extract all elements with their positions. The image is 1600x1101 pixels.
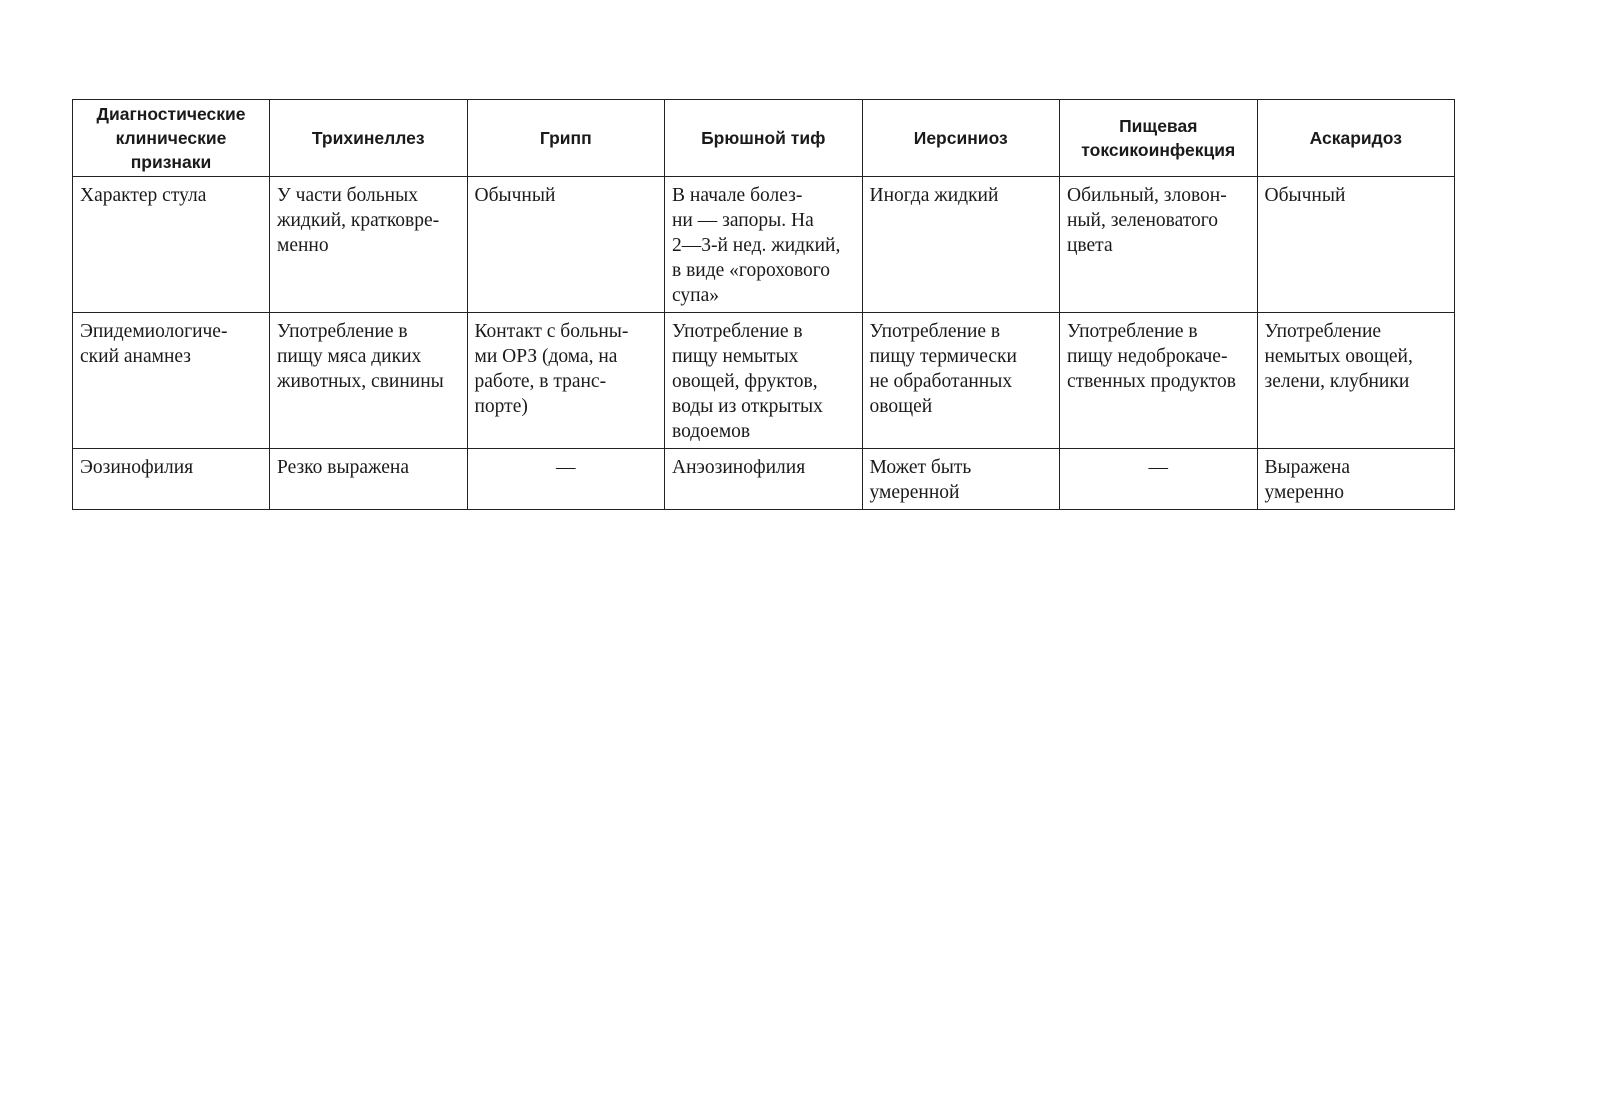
header-label: Грипп <box>539 128 592 148</box>
cell-text: Иногда жидкий <box>869 185 999 206</box>
header-cell-typhoid <box>665 100 863 177</box>
row-label-text: Эозинофилия <box>80 457 194 478</box>
table-cell <box>1060 177 1258 313</box>
cell-text: Обычный <box>474 185 556 206</box>
header-cell-signs <box>73 100 270 177</box>
diagnostic-table-container <box>72 99 1454 510</box>
cell-text: Контакт с больны- ми ОРЗ (дома, на работе, в транс- порте) <box>474 321 629 417</box>
table-cell <box>1257 449 1455 510</box>
cell-text: Употребление в пищу недоброкаче- ственных продуктов <box>1067 321 1237 392</box>
cell-text: Употребление в пищу немытых овощей, фруктов, воды из открытых водоемов <box>672 321 823 442</box>
cell-text: Употребление немытых овощей, зелени, клубники <box>1264 321 1413 392</box>
table-cell <box>665 449 863 510</box>
header-cell-yersiniosis <box>862 100 1060 177</box>
header-label: Аскаридоз <box>1309 128 1402 148</box>
table-cell <box>665 313 863 449</box>
cell-text: Резко выражена <box>277 457 409 478</box>
header-label: Диагностические клинические признаки <box>96 104 246 172</box>
cell-text: Обычный <box>1264 185 1346 206</box>
table-row <box>73 449 1455 510</box>
cell-text: Употребление в пищу термически не обработанных овощей <box>869 321 1017 417</box>
table-cell <box>467 449 665 510</box>
header-label: Брюшной тиф <box>701 128 826 148</box>
table-cell <box>270 449 468 510</box>
row-label-text: Характер стула <box>80 185 207 206</box>
table-cell <box>862 177 1060 313</box>
table-cell <box>1060 449 1258 510</box>
table-cell <box>270 313 468 449</box>
cell-text: Может быть умеренной <box>869 457 972 503</box>
header-cell-food-poisoning <box>1060 100 1258 177</box>
row-label <box>73 177 270 313</box>
header-cell-trichinellosis <box>270 100 468 177</box>
row-label <box>73 449 270 510</box>
table-cell <box>862 313 1060 449</box>
cell-text: Анэозинофилия <box>672 457 806 478</box>
table-cell <box>467 177 665 313</box>
diagnostic-comparison-table <box>72 99 1455 510</box>
header-row <box>73 100 1455 177</box>
table-row <box>73 313 1455 449</box>
table-cell <box>1257 313 1455 449</box>
cell-text: Употребление в пищу мяса диких животных, свинины <box>277 321 444 392</box>
header-label: Трихинеллез <box>311 128 425 148</box>
header-cell-influenza <box>467 100 665 177</box>
table-cell <box>467 313 665 449</box>
cell-text: — <box>1148 457 1168 478</box>
cell-text: — <box>556 457 576 478</box>
table-cell <box>862 449 1060 510</box>
cell-text: У части больных жидкий, кратковре- менно <box>277 185 440 256</box>
row-label-text: Эпидемиологиче- ский анамнез <box>80 321 228 367</box>
table-row <box>73 177 1455 313</box>
header-label: Иерсиниоз <box>913 128 1008 148</box>
table-cell <box>270 177 468 313</box>
cell-text: Обильный, зловон- ный, зеленоватого цвета <box>1067 185 1227 256</box>
table-cell <box>665 177 863 313</box>
table-cell <box>1060 313 1258 449</box>
cell-text: Выражена умеренно <box>1264 457 1350 503</box>
row-label <box>73 313 270 449</box>
table-cell <box>1257 177 1455 313</box>
header-label: Пищевая токсикоинфекция <box>1081 116 1236 160</box>
header-cell-ascariasis <box>1257 100 1455 177</box>
cell-text: В начале болез- ни — запоры. На 2—3-й нед. жидкий, в виде «горохового супа» <box>672 185 841 306</box>
